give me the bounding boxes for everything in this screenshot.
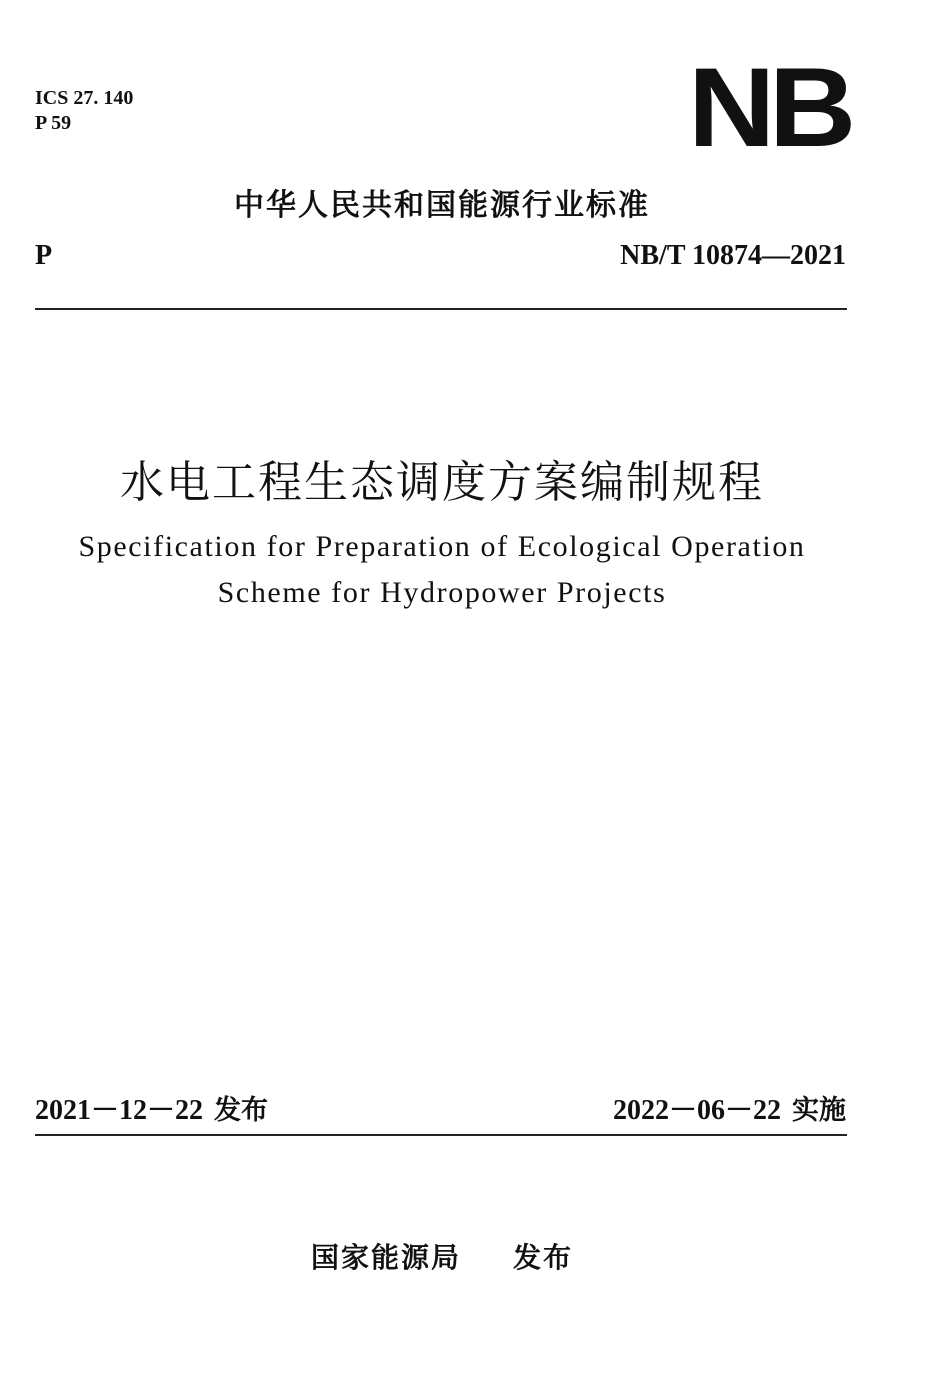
title-chinese: 水电工程生态调度方案编制规程 [120, 457, 764, 508]
issue-date-block [35, 1088, 268, 1128]
publisher-line [0, 1236, 884, 1276]
issue-date: 2021－12－22 [35, 1095, 204, 1126]
footer-divider [35, 1134, 847, 1136]
title-english-line2: Scheme for Hydropower Projects [217, 576, 667, 609]
title-english-line1: Specification for Preparation of Ecological Operation [78, 530, 806, 563]
header-divider [35, 308, 847, 310]
nb-logo: NB [688, 45, 850, 170]
standard-organization: 中华人民共和国能源行业标准 [234, 188, 650, 223]
classification-code: P [35, 240, 53, 271]
publisher-name: 国家能源局 [310, 1241, 461, 1274]
issue-label: 发布 [214, 1095, 269, 1126]
ics-code: ICS 27. 140 [35, 87, 134, 109]
effective-label: 实施 [792, 1095, 846, 1126]
standard-number: NB/T 10874—2021 [620, 240, 846, 271]
ccs-code: P 59 [35, 112, 72, 134]
effective-date: 2022－06－22 [612, 1095, 781, 1126]
ics-classification [35, 86, 133, 136]
effective-date-block [613, 1088, 846, 1128]
publisher-action: 发布 [513, 1241, 574, 1274]
